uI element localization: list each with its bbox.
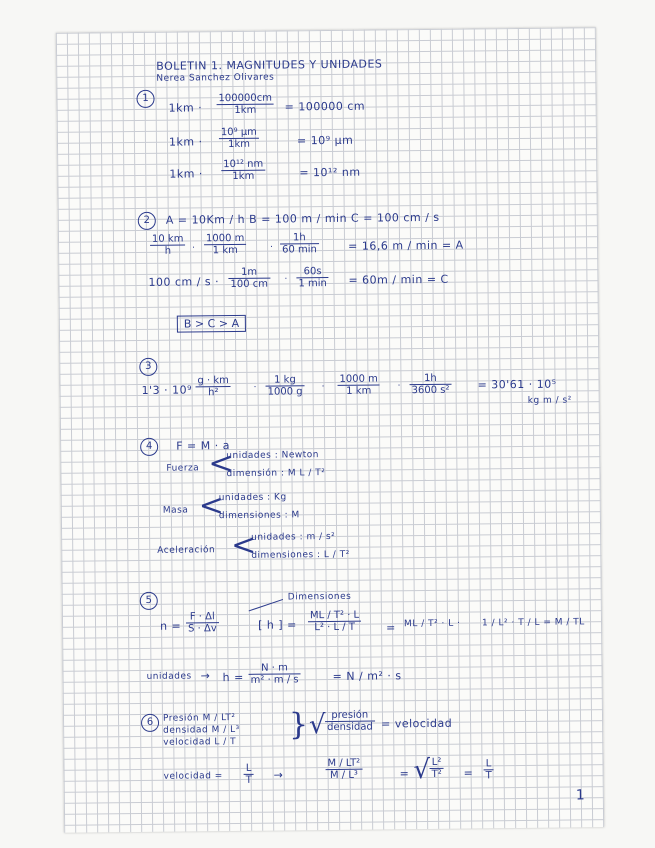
s3-lead: 1'3 · 10⁹ bbox=[141, 383, 193, 397]
s2-l2-frac1: $\frac{1m}{100 cm}$ bbox=[228, 267, 270, 290]
s5-units-lead: unidades bbox=[146, 671, 192, 682]
s1-line3-fraction: $\frac{\text{10¹² nm}}{1km}$ bbox=[221, 159, 265, 182]
s4-acel-dims: dimensiones : L / T² bbox=[251, 549, 350, 561]
s1-line3-lead: 1km · bbox=[169, 167, 203, 181]
document-title: BOLETIN 1. MAGNITUDES Y UNIDADES bbox=[156, 57, 383, 73]
s6-l2-frac2: $\frac{\text{M / LT²}}{\text{M / L³}}$ bbox=[325, 758, 362, 781]
s6-l2-lead: velocidad = bbox=[163, 771, 223, 782]
s4-masa-brace: < bbox=[198, 488, 225, 524]
s4-fuerza-units: unidades : Newton bbox=[226, 450, 320, 462]
s1-line3-result: = 10¹² nm bbox=[299, 165, 361, 180]
s1-line2-result: = 10⁹ µm bbox=[296, 133, 354, 148]
s6-presion: Presión M / LT² bbox=[162, 713, 236, 724]
s4-masa-dims: dimensiones : M bbox=[218, 510, 300, 522]
exercise-number-3: 3 bbox=[139, 358, 157, 376]
s6-l2-frac4: $\frac{L}{T}$ bbox=[483, 758, 493, 781]
s2-l2-dot: · bbox=[284, 274, 288, 285]
s2-l2-frac2: 60s 1 min bbox=[296, 266, 329, 289]
s6-root-result: = velocidad bbox=[381, 716, 453, 731]
s2-given-values: A = 10Km / h B = 100 m / min C = 100 cm / s bbox=[165, 210, 440, 227]
s4-formula: F = M · a bbox=[176, 439, 230, 453]
s6-l2-equals1: = bbox=[399, 767, 410, 781]
s6-velocidad: velocidad L / T bbox=[163, 737, 237, 748]
s3-frac2: $\frac{1 kg}{1000 g}$ bbox=[265, 374, 304, 397]
s6-densidad: densidad M / L³ bbox=[163, 724, 240, 736]
s6-l2-equals2: = bbox=[463, 766, 474, 780]
s1-line2-fraction: 10⁹ µm 1km bbox=[219, 127, 259, 150]
s3-frac1: $\frac{g \cdot km}{\text{h²}}$ bbox=[195, 375, 231, 398]
s6-l2-frac3: $\frac{\text{L²}}{\text{T²}}$ bbox=[429, 757, 443, 780]
page-number: 1 bbox=[575, 787, 585, 804]
s4-fuerza-dims: dimensión : M L / T² bbox=[226, 468, 326, 480]
s5-eq1-lhs: n = bbox=[159, 619, 182, 633]
s5-units-fraction: $\frac{N \cdot m}{\text{m² · m / s}}$ bbox=[248, 662, 300, 686]
s2-l1-dot2: · bbox=[270, 242, 274, 253]
exercise-number-4: 4 bbox=[140, 438, 158, 456]
s4-masa-label: Masa bbox=[162, 505, 189, 516]
s4-acel-label: Aceleración bbox=[157, 545, 216, 556]
exercise-number-6: 6 bbox=[141, 714, 159, 732]
s5-eq1-fraction: $\frac{F \cdot \Delta l}{S \cdot \Delta v}$ bbox=[186, 611, 219, 634]
s5-eq2-lhs: [ h ] = bbox=[257, 618, 297, 632]
s5-units-h: h = bbox=[222, 670, 244, 685]
s2-l2-result: = 60m / min = C bbox=[348, 272, 449, 287]
grid-paper-sheet bbox=[56, 27, 604, 833]
exercise-number-5: 5 bbox=[140, 592, 158, 610]
s3-result-unit: kg m / s² bbox=[527, 395, 572, 406]
s2-l2-lead: 100 cm / s · bbox=[148, 275, 220, 289]
s2-l1-frac2: $\frac{1000 m}{1 km}$ bbox=[204, 233, 247, 256]
exercise-number-1: 1 bbox=[136, 90, 154, 108]
s5-eq3-part-b: 1 / L² · T / L = M / TL bbox=[481, 617, 585, 629]
s6-root-sign: √ bbox=[308, 710, 326, 741]
s3-dot1: · bbox=[253, 382, 257, 393]
s5-eq2-fraction: $\frac{\text{ML / T² · L}}{\text{L² · L / T}}$ bbox=[308, 610, 361, 634]
s3-frac3: $\frac{1000 m}{1 km}$ bbox=[337, 373, 380, 396]
s2-answer-box: B > C > A bbox=[177, 315, 246, 333]
s3-result: = 30'61 · 10⁵ bbox=[477, 377, 557, 392]
s4-masa-units: unidades : Kg bbox=[218, 492, 287, 504]
s4-fuerza-brace: < bbox=[208, 446, 234, 482]
s3-frac4: $\frac{1h}{\text{3600 s²}}$ bbox=[409, 373, 451, 396]
s1-line1-fraction: $\frac{100000cm}{1km}$ bbox=[216, 93, 274, 117]
s4-acel-units: unidades : m / s² bbox=[251, 531, 336, 543]
author-name: Nerea Sanchez Olivares bbox=[156, 72, 275, 84]
s4-fuerza-label: Fuerza bbox=[166, 463, 200, 474]
s6-l2-frac1: $\frac{L}{T}$ bbox=[243, 763, 253, 786]
s2-l1-frac3: 1h 60 min bbox=[280, 232, 319, 255]
s3-dot3: · bbox=[397, 381, 401, 392]
s1-line1-lead: 1km · bbox=[168, 101, 203, 115]
s6-brace: } bbox=[288, 707, 309, 743]
s5-units-arrow: → bbox=[200, 669, 211, 683]
s4-acel-brace: < bbox=[231, 527, 257, 564]
s5-units-result: = N / m² · s bbox=[332, 669, 402, 683]
s5-eq3-part-a: ML / T² · L · bbox=[403, 618, 461, 630]
s1-line2-lead: 1km · bbox=[168, 135, 203, 149]
s6-l2-arrow: → bbox=[273, 768, 284, 782]
s6-l2-root-sign: √ bbox=[413, 754, 431, 786]
s5-dimensiones-label: Dimensiones bbox=[287, 591, 352, 603]
s2-l1-frac1: $\frac{10 km}{h}$ bbox=[150, 234, 186, 257]
s2-l1-dot1: · bbox=[192, 243, 196, 254]
s6-root-fraction: presión densidad bbox=[325, 710, 375, 734]
s2-l1-result: = 16,6 m / min = A bbox=[348, 238, 464, 253]
exercise-number-2: 2 bbox=[138, 212, 156, 230]
s5-eq3-equals: = bbox=[386, 621, 396, 635]
s5-dimensiones-arrow bbox=[249, 599, 283, 611]
s3-dot2: · bbox=[321, 382, 325, 393]
s1-line1-result: = 100000 cm bbox=[284, 99, 366, 114]
